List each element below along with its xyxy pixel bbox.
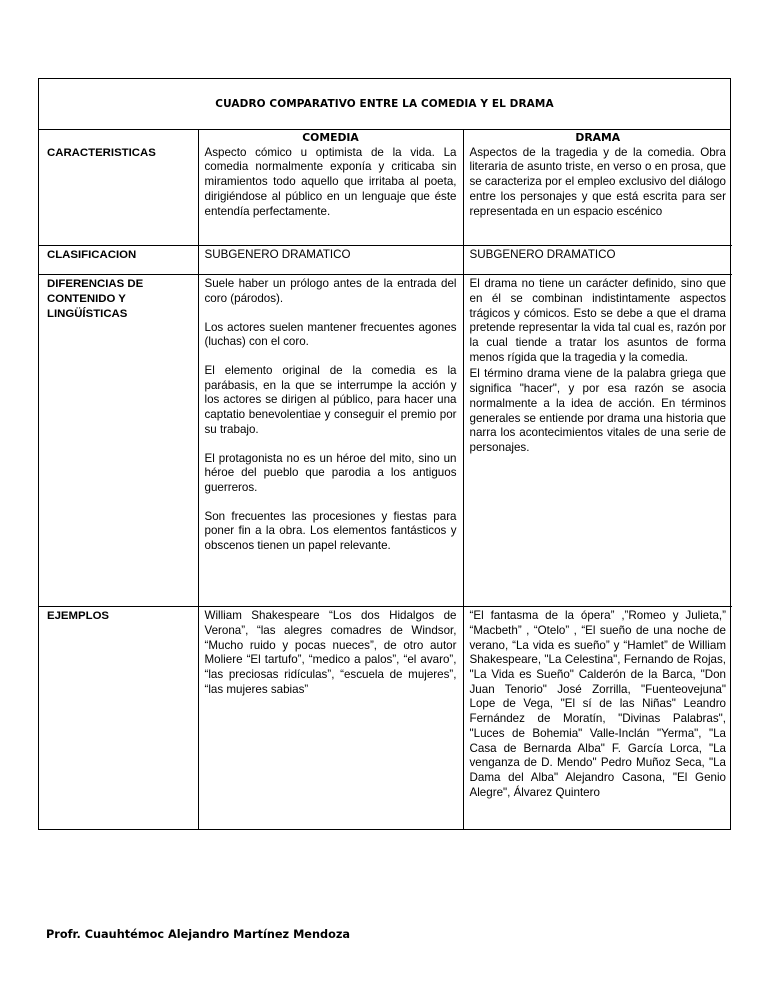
drama-cell [463, 607, 732, 829]
drama-cell [463, 246, 732, 275]
comedia-cell [198, 146, 463, 246]
table-row [39, 607, 732, 829]
table-row [39, 275, 732, 607]
author-footer: Profr. Cuauhtémoc Alejandro Martínez Mendoza [46, 928, 351, 941]
cell-paragraph: Son frecuentes las procesiones y fiestas para poner fin a la obra. Los elementos fantásticos y obscenos tienen un papel relevante. [204, 509, 457, 553]
cell-paragraph: Aspecto cómico u optimista de la vida. La comedia normalmente exponía y criticaba sin miramientos todo aquello que irritaba al poeta, dirigiéndose al público en un lenguaje que éste entendía perfectamente. [204, 145, 457, 218]
header-comedia: COMEDIA [198, 130, 463, 146]
comedia-cell [198, 607, 463, 829]
row-label: CARACTERISTICAS [47, 146, 156, 159]
table-title: CUADRO COMPARATIVO ENTRE LA COMEDIA Y EL DRAMA [39, 79, 730, 130]
drama-cell [463, 146, 732, 246]
cell-paragraph: El elemento original de la comedia es la parábasis, en la que se interrumpe la acción y los actores se dirigen al público, para hacer una captatio benevolentiae y conseguir el premio por su trabajo. [204, 364, 457, 436]
table-row [39, 146, 732, 246]
cell-paragraph: Suele haber un prólogo antes de la entrada del coro (párodos). [204, 277, 457, 305]
header-empty-cell [39, 130, 198, 146]
header-row [39, 130, 732, 146]
drama-cell [463, 275, 732, 607]
row-label: DIFERENCIAS DE CONTENIDO Y LINGÜÍSTICAS [39, 275, 198, 607]
cell-paragraph: El drama no tiene un carácter definido, sino que en él se combinan indistintamente aspectos trágicos y cómicos. Esto se debe a que el drama pretende representar la vida tal cual es, razón por la cual tiende a tratar los asuntos de forma menos rígida que la tragedia y la comedia. [469, 277, 726, 364]
comedia-cell [198, 246, 463, 275]
cell-paragraph: Los actores suelen mantener frecuentes agones (luchas) con el coro. [204, 320, 457, 349]
table-row [39, 246, 732, 275]
comedia-cell [198, 275, 463, 607]
cell-paragraph: El término drama viene de la palabra griega que significa "hacer", y por esa razón se asocia normalmente a la idea de acción. En términos generales se entiende por drama una historia que narra los acontecimientos vitales de una serie de personajes. [469, 367, 726, 454]
row-label: EJEMPLOS [39, 607, 198, 829]
cell-paragraph: El protagonista no es un héroe del mito, sino un héroe del pueblo que parodia a los antiguos guerreros. [204, 451, 457, 494]
cell-paragraph: William Shakespeare “Los dos Hidalgos de Verona”, “las alegres comadres de Windsor, “Mucho ruido y pocas nueces”, de otro autor Moliere “El tartufo”, “medico a palos”, “el avaro”, “las preciosas ridículas”, “escuela de mujeres”, “las mujeres sabias” [204, 609, 457, 696]
cell-paragraph: “El fantasma de la ópera” ,”Romeo y Julieta,” “Macbeth” , “Otelo” , “El sueño de una noche de verano, “La vida es sueño” y “Hamlet” de William Shakespeare, "La Celestina", Fernando de Rojas, "La Vida es Sueño" Calderón de la Barca, "Don Juan Tenorio" José Zorrilla, "Fuenteovejuna" Lope de Vega, "El sí de las Niñas" Leandro Fernández de Moratín, "Divinas Palabras", "Luces de Bohemia" Valle-Inclán "Yerma", "La Casa de Bernarda Alba" F. García Lorca, "La venganza de D. Mendo" Pedro Muñoz Seca, "La Dama del Alba" Alejandro Casona, "El Genio Alegre", Álvarez Quintero [469, 609, 726, 799]
comparison-grid [39, 130, 732, 829]
row-label: CLASIFICACION [39, 246, 198, 275]
cell-paragraph: SUBGENERO DRAMATICO [469, 248, 616, 262]
header-drama: DRAMA [463, 130, 732, 146]
cell-paragraph: SUBGENERO DRAMATICO [204, 248, 351, 262]
comparison-table [38, 78, 731, 830]
cell-paragraph: Aspectos de la tragedia y de la comedia. Obra literaria de asunto triste, en verso o en prosa, que se caracteriza por el empleo exclusivo del diálogo entre los personajes y que está escrita para ser representada en un espacio escénico [469, 145, 726, 218]
